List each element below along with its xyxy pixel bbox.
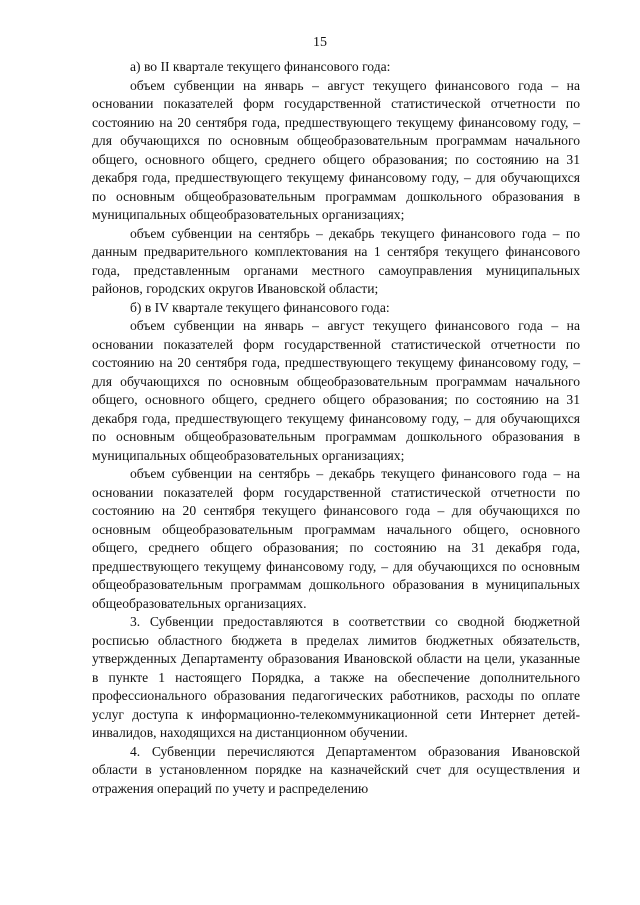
paragraph-q2-sep-dec: объем субвенции на сентябрь – декабрь текущего финансового года – по данным предварительного комплектования на 1 сентября текущего финансового года, представленным органами местного самоуправления муниципальных районов, городских округов Ивановской области; xyxy=(92,225,580,296)
page-number: 15 xyxy=(313,35,327,50)
paragraph-item-4: 4. Субвенции перечисляются Департаментом образования Ивановской области в установленном порядке на казначейский счет для осуществления и отражения операций по учету и распределению xyxy=(92,743,580,796)
paragraph-q4-jan-aug: объем субвенции на январь – август текущего финансового года – на основании показателей форм государственной статистической отчетности по состоянию на 20 сентября года, предшествующего текущему финансовому году, – для обучающихся по основным общеобразовательным программам начального общего, основного общего, среднего общего образования; по состоянию на 31 декабря года, предшествующего текущему финансовому году, – для обучающихся по основным общеобразовательным программам дошкольного образования в муниципальных общеобразовательных организациях; xyxy=(92,318,580,463)
paragraph-quarter-2-heading: а) во II квартале текущего финансового года: xyxy=(130,59,391,74)
paragraph-item-3: 3. Субвенции предоставляются в соответствии со сводной бюджетной росписью областного бюджета в пределах лимитов бюджетных обязательств, утвержденных Департаменту образования Ивановской области на цели, указанные в пункте 1 настоящего Порядка, а также на обеспечение дополнительного профессионального образования педагогических работников, расходы по оплате услуг доступа к информационно-телекоммуникационной сети Интернет детей-инвалидов, находящихся на дистанционном обучении. xyxy=(92,614,580,740)
paragraph-q4-sep-dec: объем субвенции на сентябрь – декабрь текущего финансового года – на основании показателей форм государственной статистической отчетности по состоянию на 20 сентября текущего финансового года – для обучающихся по основным общеобразовательным программам начального общего, основного общего, среднего общего образования; по состоянию на 31 декабря года, предшествующего текущему финансовому году, – для обучающихся по основным общеобразовательным программам дошкольного образования в муниципальных общеобразовательных организациях. xyxy=(92,466,580,611)
paragraph-q2-jan-aug: объем субвенции на январь – август текущего финансового года – на основании показателей форм государственной статистической отчетности по состоянию на 20 сентября года, предшествующего текущему финансовому году, – для обучающихся по основным общеобразовательным программам начального общего, основного общего, среднего общего образования; по состоянию на 31 декабря года, предшествующего текущему финансовому году, – для обучающихся по основным общеобразовательным программам дошкольного образования в муниципальных общеобразовательных организациях; xyxy=(92,77,580,222)
paragraph-quarter-4-heading: б) в IV квартале текущего финансового года: xyxy=(130,299,390,315)
document-body xyxy=(92,58,580,798)
